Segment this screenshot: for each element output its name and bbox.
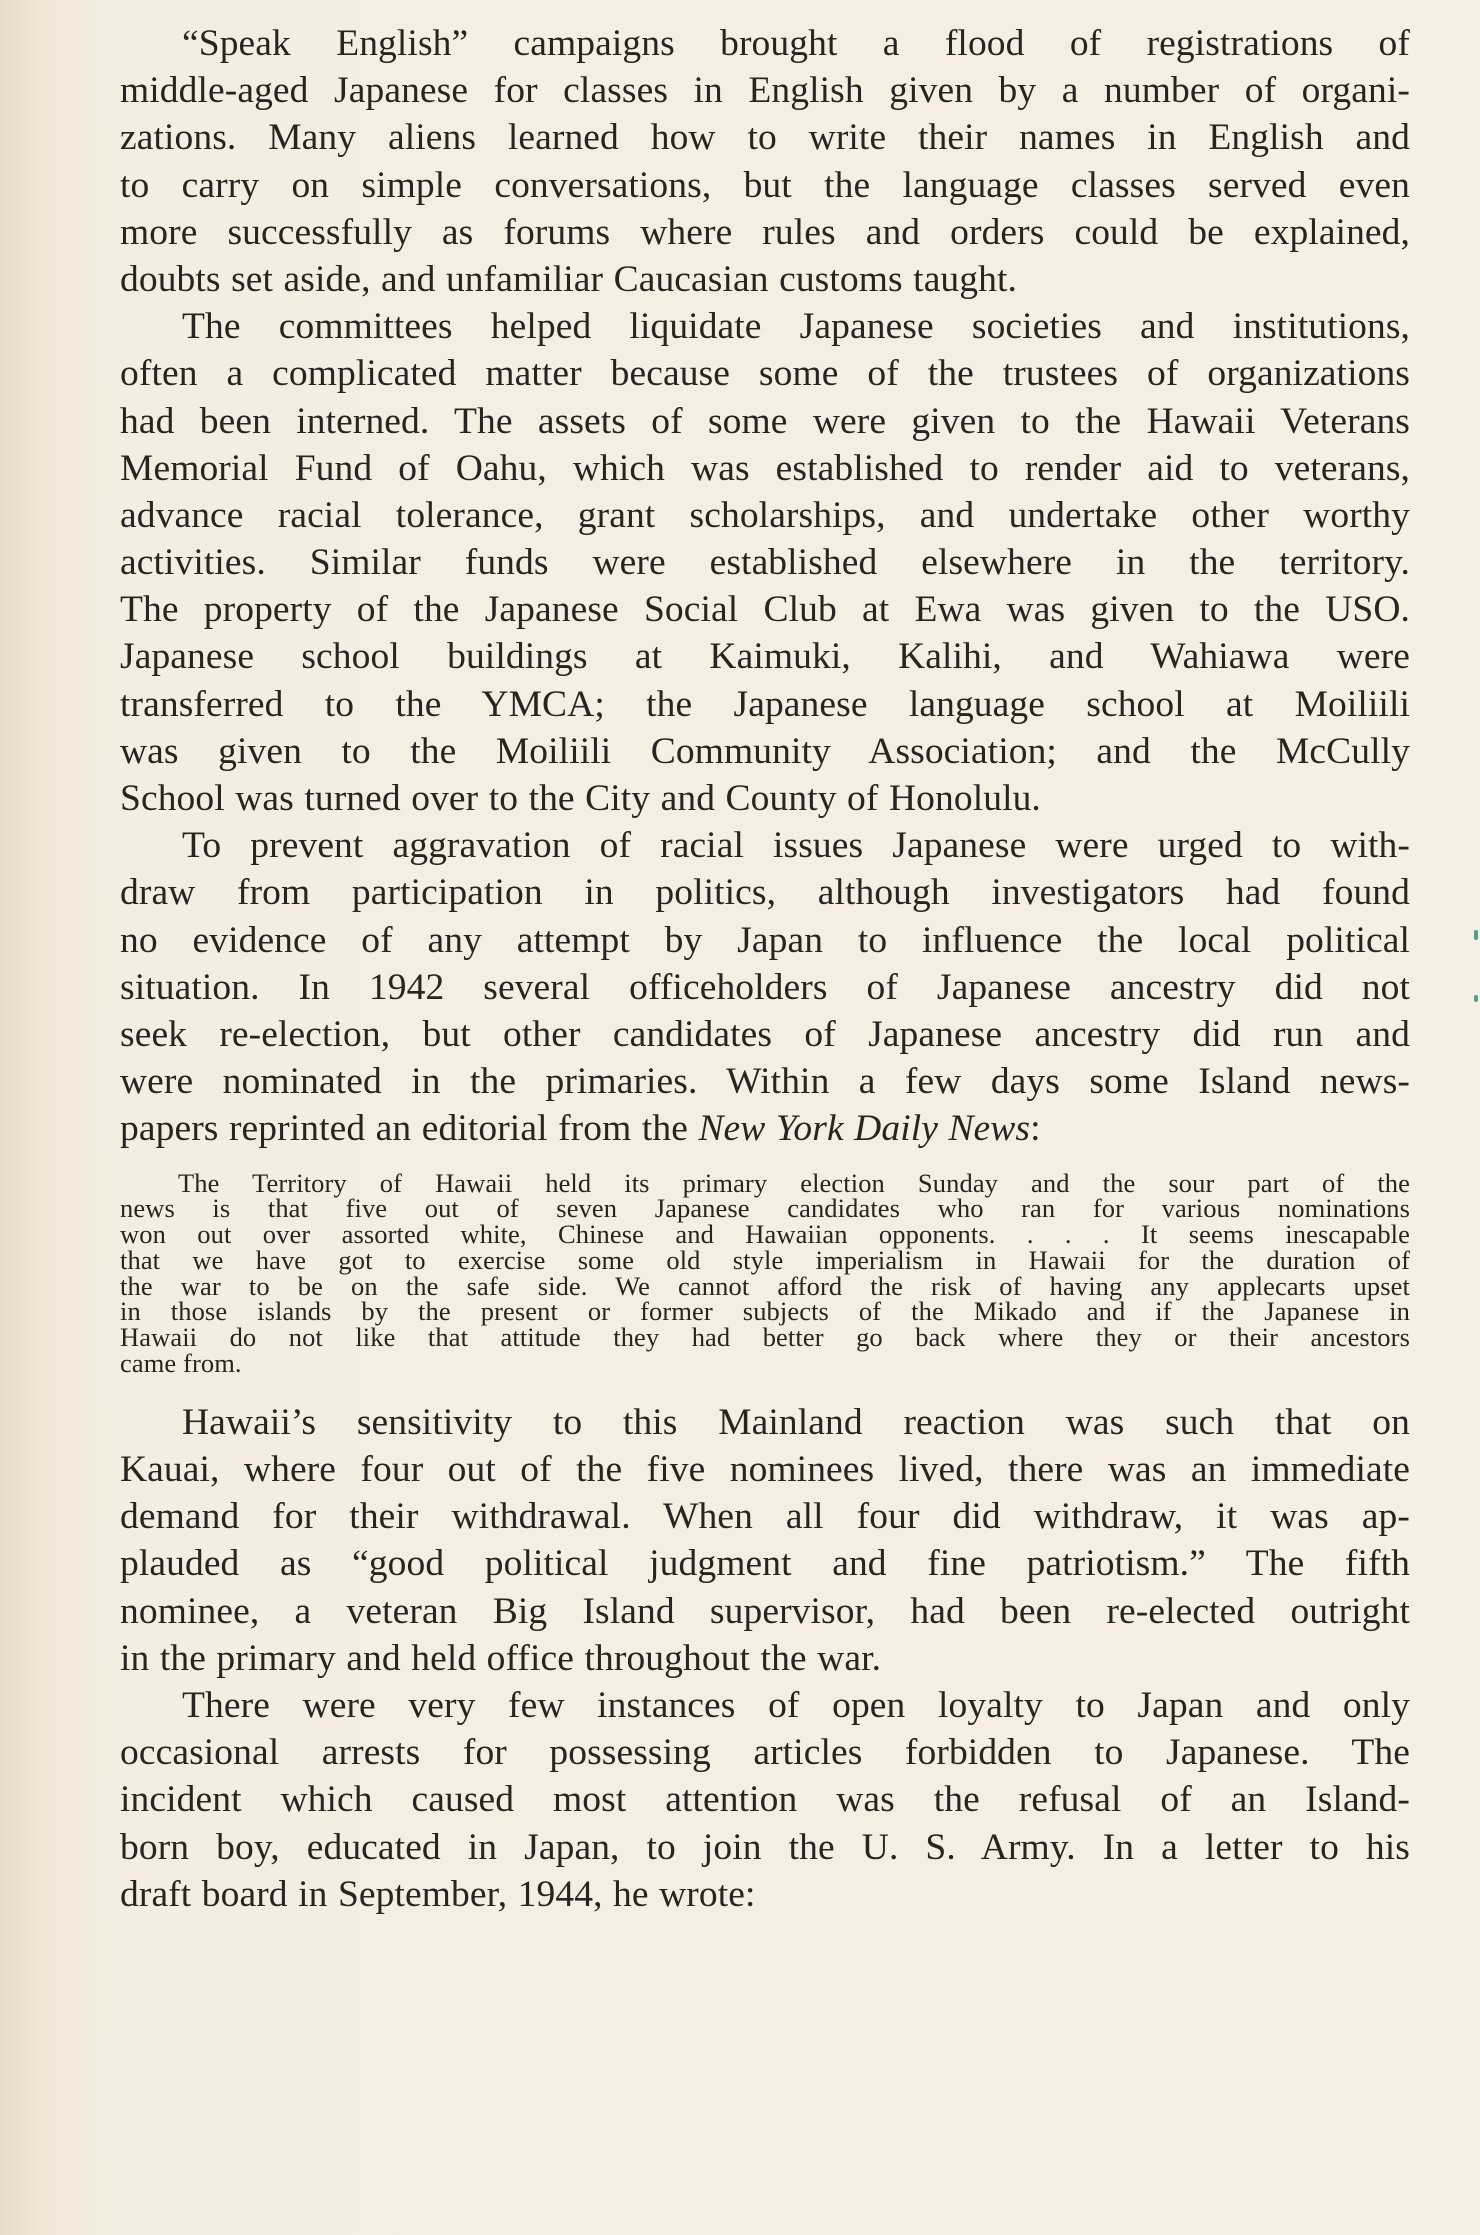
- text-line: middle-aged Japanese for classes in English given by a number of organi-: [120, 70, 1410, 112]
- text-line: [120, 1105, 1410, 1152]
- text-line: The committees helped liquidate Japanese societies and institutions,: [182, 306, 1410, 348]
- text-fragment: :: [1030, 1108, 1041, 1150]
- text-line: draw from participation in politics, although investigators had found: [120, 872, 1410, 914]
- paragraph-loyalty: [120, 1682, 1410, 1918]
- text-line: was given to the Moiliili Community Association; and the McCully: [120, 730, 1410, 772]
- text-line: nominee, a veteran Big Island supervisor, had been re-elected outright: [120, 1590, 1410, 1632]
- text-line: advance racial tolerance, grant scholarships, and undertake other worthy: [120, 494, 1410, 536]
- quote-line: The Territory of Hawaii held its primary election Sunday and the sour part of the: [178, 1167, 1410, 1198]
- text-line: often a complicated matter because some of the trustees of organizations: [120, 353, 1410, 395]
- text-line: Memorial Fund of Oahu, which was established to render aid to veterans,: [120, 447, 1410, 489]
- text-line: The property of the Japanese Social Club at Ewa was given to the USO.: [120, 589, 1410, 631]
- newspaper-title: New York Daily News: [698, 1108, 1031, 1150]
- text-line: seek re-election, but other candidates of Japanese ancestry did run and: [120, 1013, 1410, 1055]
- text-line: There were very few instances of open loyalty to Japan and only: [182, 1685, 1410, 1726]
- text-line: no evidence of any attempt by Japan to influence the local political: [120, 919, 1410, 961]
- margin-speck: [1474, 995, 1478, 1002]
- text-line: demand for their withdrawal. When all four did withdraw, it was ap-: [120, 1496, 1410, 1538]
- quote-line: in those islands by the present or former subjects of the Mikado and if the Japanese in: [120, 1296, 1410, 1327]
- text-line: Hawaii’s sensitivity to this Mainland reaction was such that on: [182, 1401, 1410, 1443]
- text-line: to carry on simple conversations, but the language classes served even: [120, 164, 1410, 206]
- text-line: zations. Many aliens learned how to write their names in English and: [120, 117, 1410, 159]
- text-line: occasional arrests for possessing articles forbidden to Japanese. The: [120, 1732, 1410, 1774]
- text-line: born boy, educated in Japan, to join the U. S. Army. In a letter to his: [120, 1826, 1410, 1868]
- text-line: transferred to the YMCA; the Japanese language school at Moiliili: [120, 683, 1410, 725]
- quote-line: came from.: [120, 1348, 242, 1379]
- text-line: School was turned over to the City and County of Honolulu.: [120, 778, 1041, 819]
- text-line: situation. In 1942 several officeholders of Japanese ancestry did not: [120, 966, 1410, 1008]
- text-line: incident which caused most attention was the refusal of an Island-: [120, 1779, 1410, 1821]
- paragraph-speak-english: [120, 20, 1410, 303]
- text-line: To prevent aggravation of racial issues Japanese were urged to with-: [182, 825, 1410, 867]
- text-line: plauded as “good political judgment and fine patriotism.” The fifth: [120, 1543, 1410, 1585]
- text-line: “Speak English” campaigns brought a flood of registrations of: [182, 23, 1410, 64]
- text-line: activities. Similar funds were established elsewhere in the territory.: [120, 542, 1410, 584]
- paragraph-kauai: [120, 1399, 1410, 1682]
- paragraph-committees: [120, 303, 1410, 822]
- paragraph-politics: [120, 822, 1410, 1152]
- margin-speck: [1474, 930, 1478, 940]
- text-line: were nominated in the primaries. Within a few days some Island news-: [120, 1061, 1410, 1103]
- block-quote-editorial: [120, 1167, 1410, 1379]
- text-line: Japanese school buildings at Kaimuki, Kalihi, and Wahiawa were: [120, 636, 1410, 678]
- quote-line: the war to be on the safe side. We cannot afford the risk of having any applecarts upset: [120, 1270, 1410, 1301]
- text-line: had been interned. The assets of some were given to the Hawaii Veterans: [120, 400, 1410, 442]
- text-fragment: papers reprinted an editorial from the: [120, 1108, 699, 1150]
- quote-line: news is that five out of seven Japanese candidates who ran for various nominations: [120, 1193, 1410, 1224]
- text-line: doubts set aside, and unfamiliar Caucasian customs taught.: [120, 258, 1017, 300]
- quote-line: won out over assorted white, Chinese and Hawaiian opponents. . . . It seems inescapable: [120, 1219, 1410, 1250]
- text-line: in the primary and held office throughout the war.: [120, 1637, 882, 1679]
- book-page: [120, 20, 1410, 1918]
- text-line: draft board in September, 1944, he wrote:: [120, 1873, 756, 1915]
- quote-line: that we have got to exercise some old style imperialism in Hawaii for the duration of: [120, 1244, 1410, 1275]
- quote-line: Hawaii do not like that attitude they had better go back where they or their ancestors: [120, 1322, 1410, 1353]
- text-line: Kauai, where four out of the five nominees lived, there was an immediate: [120, 1449, 1410, 1491]
- text-line: more successfully as forums where rules and orders could be explained,: [120, 211, 1410, 253]
